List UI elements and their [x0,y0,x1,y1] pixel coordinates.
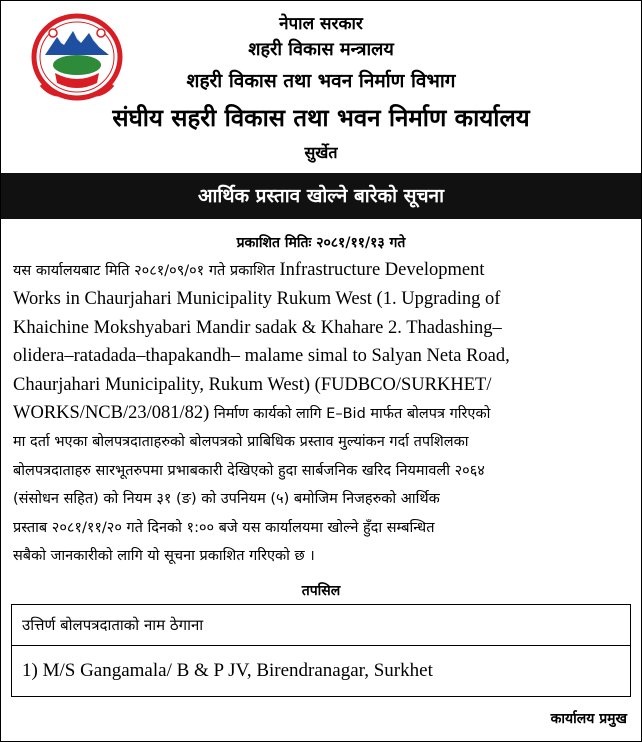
body-line-2: Works in Chaurjahari Municipality Rukum West (1. Upgrading of [13,289,501,310]
body-line-7: मा दर्ता भएका बोलपत्रदाताहरुको बोलपत्रको प्राबिधिक प्रस्ताव मुल्यांकन गर्दा तपशिलका [13,434,469,451]
body-line-8: बोलपत्रदाताहरु सारभूतरुपमा प्रभाबकारी देखिएको हुदा सार्बजनिक खरिद नियमावली २०६४ [13,462,485,479]
body-line-1b: Infrastructure Development [274,260,485,280]
signature-office-chief: कार्यालय प्रमुख [550,711,627,727]
table-header-row [12,605,630,646]
body-line-1a: यस कार्यालयबाट मिति २०८१/०९/०१ गते प्रकाशित [13,263,275,279]
body-line-4: olidera–ratadada–thapakandh– malame simal to Salyan Neta Road, [13,346,510,367]
body-line-6b: निर्माण कार्यको लागि E–Bid मार्फत बोलपत्र गरिएको [209,406,491,423]
notice-body [13,256,629,570]
body-line-11: सबैको जानकारीको लागि यो सूचना प्रकाशित गरिएको छ । [13,548,315,565]
body-line-9: (संसोधन सहित) को नियम ३१ (ङ) को उपनियम (५) बमोजिम निजहरुको आर्थिक [13,491,440,508]
header-ministry: शहरी विकास मन्त्रालय [248,39,394,60]
bidder-table [11,604,631,697]
table-row-number: 1) [22,660,38,681]
table-header-label: उत्तिर्ण बोलपत्रदाताको नाम ठेगाना [22,616,204,634]
body-line-3: Khaichine Mokshyabari Mandir sadak & Khahare 2. Thadashing– [13,317,502,338]
body-line-5: Chaurjahari Municipality, Rukum West) (FUDBCO/SURKHET/ [13,374,492,395]
notice-title-banner: आर्थिक प्रस्ताव खोल्ने बारेको सूचना [1,173,641,219]
table-row-bidder: M/S Gangamala/ B & P JV, Birendranagar, Surkhet [37,660,433,681]
table-row [12,646,630,696]
header-location: सुर्खेत [304,143,338,162]
header-department: शहरी विकास तथा भवन निर्माण विभाग [186,70,456,92]
body-line-10: प्रस्ताब २०८१/११/२० गते दिनको १:०० बजे यस कार्यालयमा खोल्ने हुँदा सम्बन्धित [13,519,435,536]
header-office: संघीय सहरी विकास तथा भवन निर्माण कार्यालय [112,104,530,132]
header-government: नेपाल सरकार [279,14,363,34]
schedule-heading: तपसिल [301,583,341,599]
body-line-6a: WORKS/NCB/23/081/82) [13,403,210,424]
published-date: प्रकाशित मितिः २०८१/११/१३ गते [236,235,406,251]
